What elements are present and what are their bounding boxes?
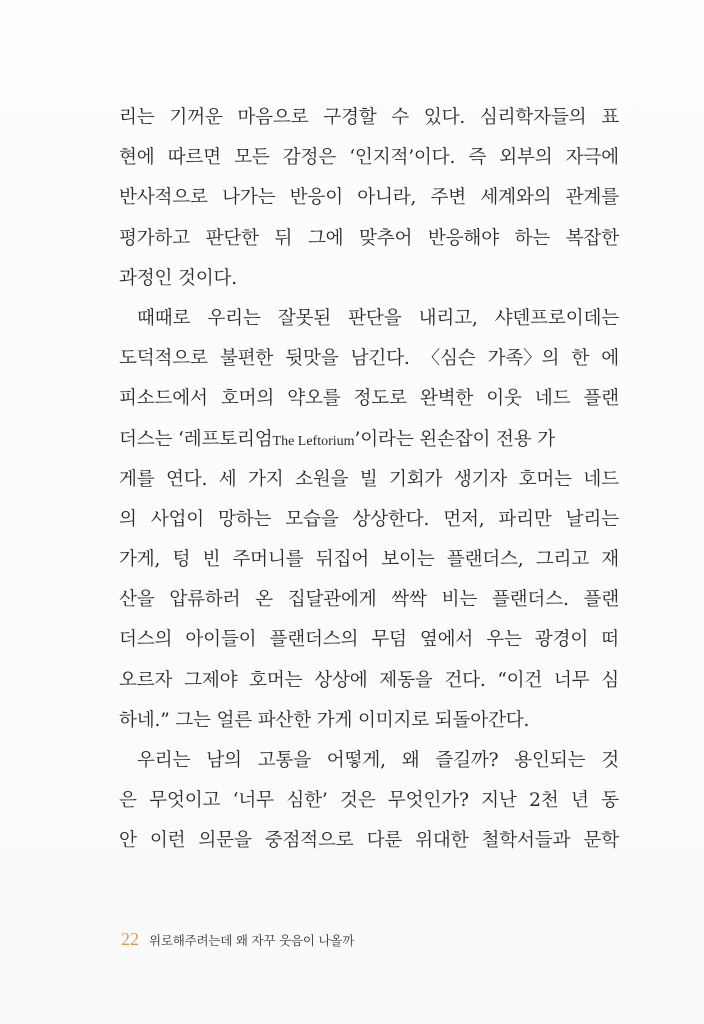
page-number: 22: [121, 929, 139, 949]
text-line: 산을 압류하러 온 집달관에게 싹싹 비는 플랜더스. 플랜: [119, 589, 619, 611]
english-title: The Leftorium: [272, 433, 355, 449]
page-footer: [121, 929, 354, 957]
text-line: 하네.” 그는 얼른 파산한 가게 이미지로 되돌아간다.: [119, 709, 530, 731]
text-line: 도덕적으로 불편한 뒷맛을 남긴다. 〈심슨 가족〉의 한 에: [119, 348, 619, 370]
running-title: 위로해주려는데 왜 자꾸 웃음이 나올까: [149, 933, 355, 948]
text-line: 리는 기꺼운 마음으로 구경할 수 있다. 심리학자들의 표: [119, 107, 619, 128]
text-line-with-english: [119, 420, 619, 460]
text-line: 때때로 우리는 잘못된 판단을 내리고, 샤덴프로이데는: [137, 307, 619, 329]
text-line: 피소드에서 호머의 약오를 정도로 완벽한 이웃 네드 플랜: [119, 388, 619, 410]
text-line: 현에 따르면 모든 감정은 ‘인지적’이다. 즉 외부의 자극에: [119, 147, 619, 169]
text-line: 평가하고 판단한 뒤 그에 맞추어 반응해야 하는 복잡한: [119, 227, 619, 249]
body-text: [119, 98, 619, 862]
text-line: 과정인 것이다.: [119, 267, 237, 289]
text-line: 안 이런 의문을 중점적으로 다룬 위대한 철학서들과 문학: [119, 830, 619, 852]
text-line: 오르자 그제야 호머는 상상에 제동을 건다. “이건 너무 심: [119, 669, 619, 691]
text-line: 가게, 텅 빈 주머니를 뒤집어 보이는 플랜더스, 그리고 재: [119, 549, 619, 571]
text-line: 더스의 아이들이 플랜더스의 무덤 옆에서 우는 광경이 떠: [119, 629, 619, 651]
text-line: 은 무엇이고 ‘너무 심한’ 것은 무엇인가? 지난 2천 년 동: [119, 790, 619, 812]
text-line: 우리는 남의 고통을 어떻게, 왜 즐길까? 용인되는 것: [137, 750, 619, 771]
text-segment: 더스는 ‘레프토리엄The Leftorium’이라는 왼손잡이 전용 가: [119, 428, 556, 450]
text-line: 의 사업이 망하는 모습을 상상한다. 먼저, 파리만 날리는: [119, 508, 619, 530]
text-line: 게를 연다. 세 가지 소원을 빌 기회가 생기자 호머는 네드: [119, 468, 619, 490]
text-line: 반사적으로 나가는 반응이 아니라, 주변 세계와의 관계를: [119, 187, 619, 209]
